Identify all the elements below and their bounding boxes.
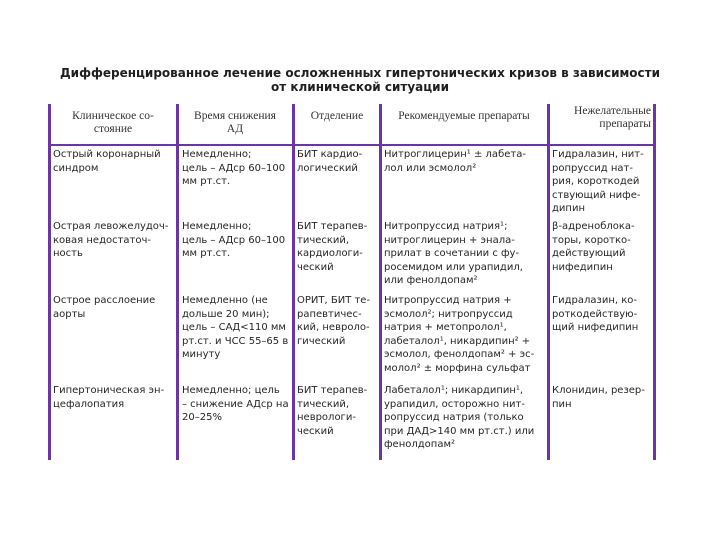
row4-department: БИТ терапев- тический, неврологи- ческий: [297, 385, 368, 437]
header-undesirable: Нежелательные препараты: [574, 105, 651, 130]
row3-time: Немедленно (не дольше 20 мин); цель – САД<110 мм рт.ст. и ЧСС 55–65 в минуту: [182, 295, 289, 361]
row1-condition: Острый коронарный синдром: [53, 149, 161, 174]
header-department: Отделение: [310, 110, 364, 122]
row1-recommended: Нитроглицерин¹ ± лабета- лол или эсмолол²: [384, 149, 526, 174]
row4-undesirable: Клонидин, резер- пин: [552, 385, 645, 410]
row2-department: БИТ терапев- тический, кардиологи- ческий: [297, 221, 368, 273]
row1-time: Немедленно; цель – АДср 60–100 мм рт.ст.: [182, 149, 286, 188]
column-rule: [176, 104, 179, 460]
row3-recommended: Нитропруссид натрия + эсмолол²; нитропруссид натрия + метопролол¹, лабеталол¹, никардипин² + эсмолол, фенолдопам² + эс- молол² ± морфина сульфат: [384, 295, 535, 374]
row4-recommended: Лабеталол¹; никардипин¹, урапидил, осторожно нит- ропруссид натрия (только при ДАД>140 мм рт.ст.) или фенолдопам²: [384, 385, 535, 451]
column-rule: [379, 104, 382, 460]
row1-undesirable: Гидралазин, нит- ропруссид нат- рия, короткодей ствующий нифе- дипин: [552, 149, 644, 215]
header-condition: Клиническое со- стояние: [72, 110, 154, 135]
row4-condition: Гипертоническая эн- цефалопатия: [53, 385, 165, 410]
row4-time: Немедленно; цель – снижение АДср на 20–25%: [182, 385, 289, 424]
header-time: Время снижения АД: [194, 110, 276, 135]
row3-department: ОРИТ, БИТ те- рапевтичес- кий, невроло- гический: [297, 295, 371, 347]
row2-time: Немедленно; цель – АДср 60–100 мм рт.ст.: [182, 221, 286, 260]
title-line-1: Дифференцированное лечение осложненных гипертонических кризов в зависимости: [59, 66, 661, 80]
row2-recommended: Нитропруссид натрия¹; нитроглицерин + эналa- прилат в сочетании с фу- росемидом или урапидил, или фенолдопам²: [384, 221, 523, 287]
row1-department: БИТ кардио- логический: [297, 149, 363, 174]
header-rule: [48, 144, 656, 146]
header-recommended: Рекомендуемые препараты: [398, 110, 530, 122]
treatment-table: [48, 104, 656, 460]
row2-undesirable: β-адреноблока- торы, коротко- действующий нифедипин: [552, 221, 635, 273]
document-title: [0, 66, 720, 94]
column-rule: [292, 104, 295, 460]
row2-condition: Острая левожелудоч- ковая недостаточ- ность: [53, 221, 169, 260]
row3-condition: Острое расслоение аорты: [53, 295, 156, 320]
title-line-2: от клинической ситуации: [271, 80, 449, 94]
row3-undesirable: Гидралазин, ко- роткодействую- щий нифедипин: [552, 295, 639, 334]
column-rule: [48, 104, 51, 460]
